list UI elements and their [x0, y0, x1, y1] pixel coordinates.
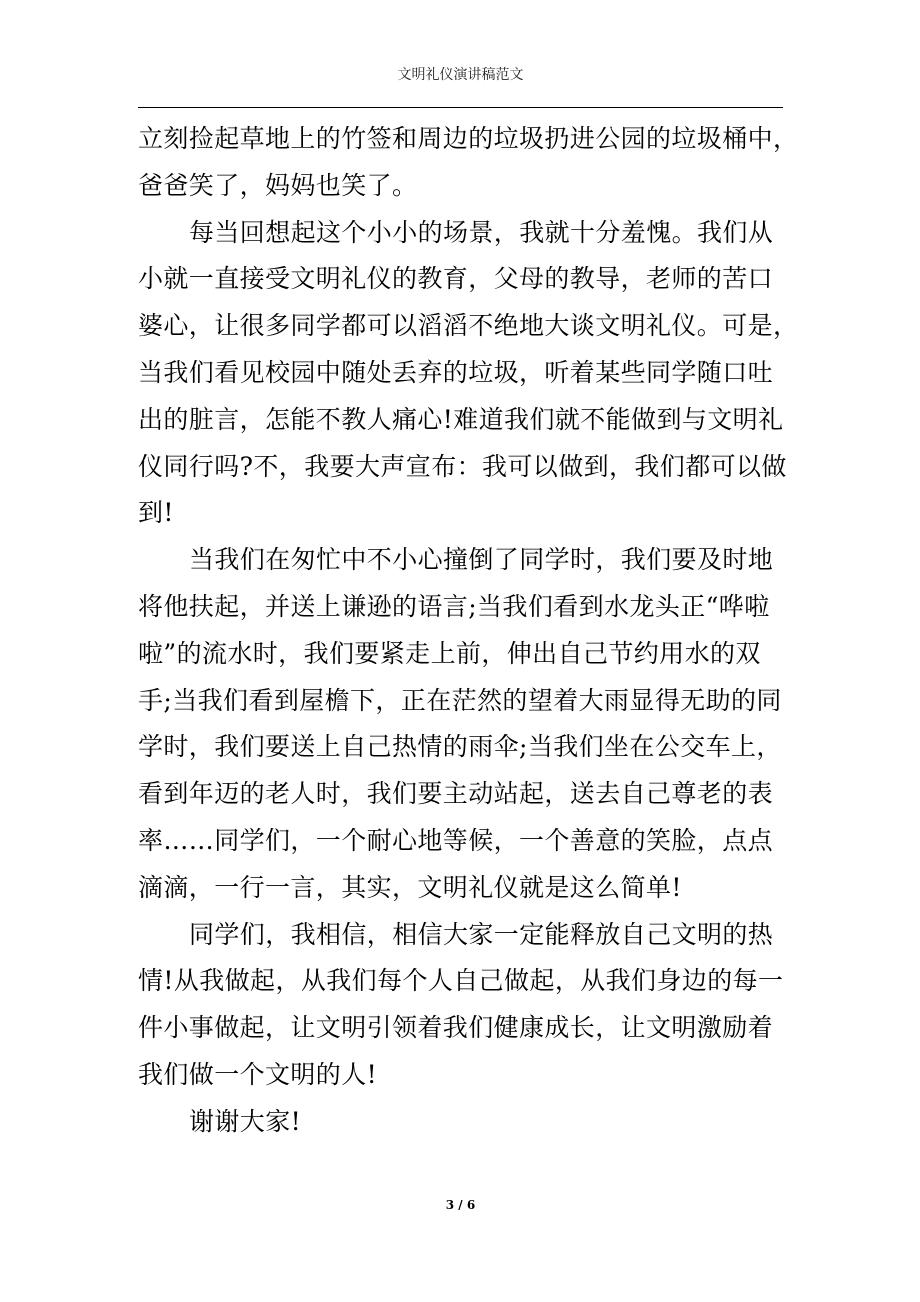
- paragraph-start-line: 当我们在匆忙中不小心撞倒了同学时，我们要及时地: [189, 545, 774, 575]
- body-line: 件小事做起，让文明引领着我们健康成长，让文明激励着: [138, 1013, 774, 1043]
- document-body: [138, 116, 799, 1146]
- body-line: 出的脏言，怎能不教人痛心!难道我们就不能做到与文明礼: [138, 404, 784, 434]
- body-line: 爸爸笑了，妈妈也笑了。: [138, 170, 418, 200]
- paragraph-start-line: 每当回想起这个小小的场景，我就十分羞愧。我们从: [189, 217, 774, 247]
- header-divider: [138, 107, 783, 108]
- body-line: 小就一直接受文明礼仪的教育，父母的教导，老师的苦口: [138, 264, 774, 294]
- body-line: 立刻捡起草地上的竹签和周边的垃圾扔进公园的垃圾桶中，: [138, 124, 799, 153]
- body-line: 到!: [138, 498, 174, 528]
- page-header-title: 文明礼仪演讲稿范文: [397, 67, 524, 83]
- body-line: 婆心，让很多同学都可以滔滔不绝地大谈文明礼仪。可是，: [138, 311, 799, 341]
- body-line: 率……同学们，一个耐心地等候，一个善意的笑脸，点点: [138, 825, 774, 855]
- body-line: 情!从我做起，从我们每个人自己做起，从我们身边的每一: [138, 966, 784, 996]
- body-line: 我们做一个文明的人!: [138, 1059, 378, 1089]
- closing-line: 谢谢大家!: [189, 1106, 302, 1136]
- body-line: 滴滴，一行一言，其实，文明礼仪就是这么简单!: [138, 872, 682, 902]
- body-line: 手;当我们看到屋檐下，正在茫然的望着大雨显得无助的同: [138, 685, 782, 715]
- body-line: 仪同行吗?不，我要大声宣布：我可以做到，我们都可以做: [138, 451, 787, 481]
- body-line: 学时，我们要送上自己热情的雨伞;当我们坐在公交车上，: [138, 732, 782, 762]
- body-line: 看到年迈的老人时，我们要主动站起，送去自己尊老的表: [138, 779, 774, 809]
- body-line: 当我们看见校园中随处丢弃的垃圾，听着某些同学随口吐: [138, 357, 774, 387]
- body-line: 啦”的流水时，我们要紧走上前，伸出自己节约用水的双: [138, 638, 761, 668]
- body-line: 将他扶起，并送上谦逊的语言;当我们看到水龙头正“哗啦: [138, 591, 770, 621]
- paragraph-start-line: 同学们，我相信，相信大家一定能释放自己文明的热: [189, 919, 774, 949]
- page-number: 3 / 6: [445, 1198, 476, 1212]
